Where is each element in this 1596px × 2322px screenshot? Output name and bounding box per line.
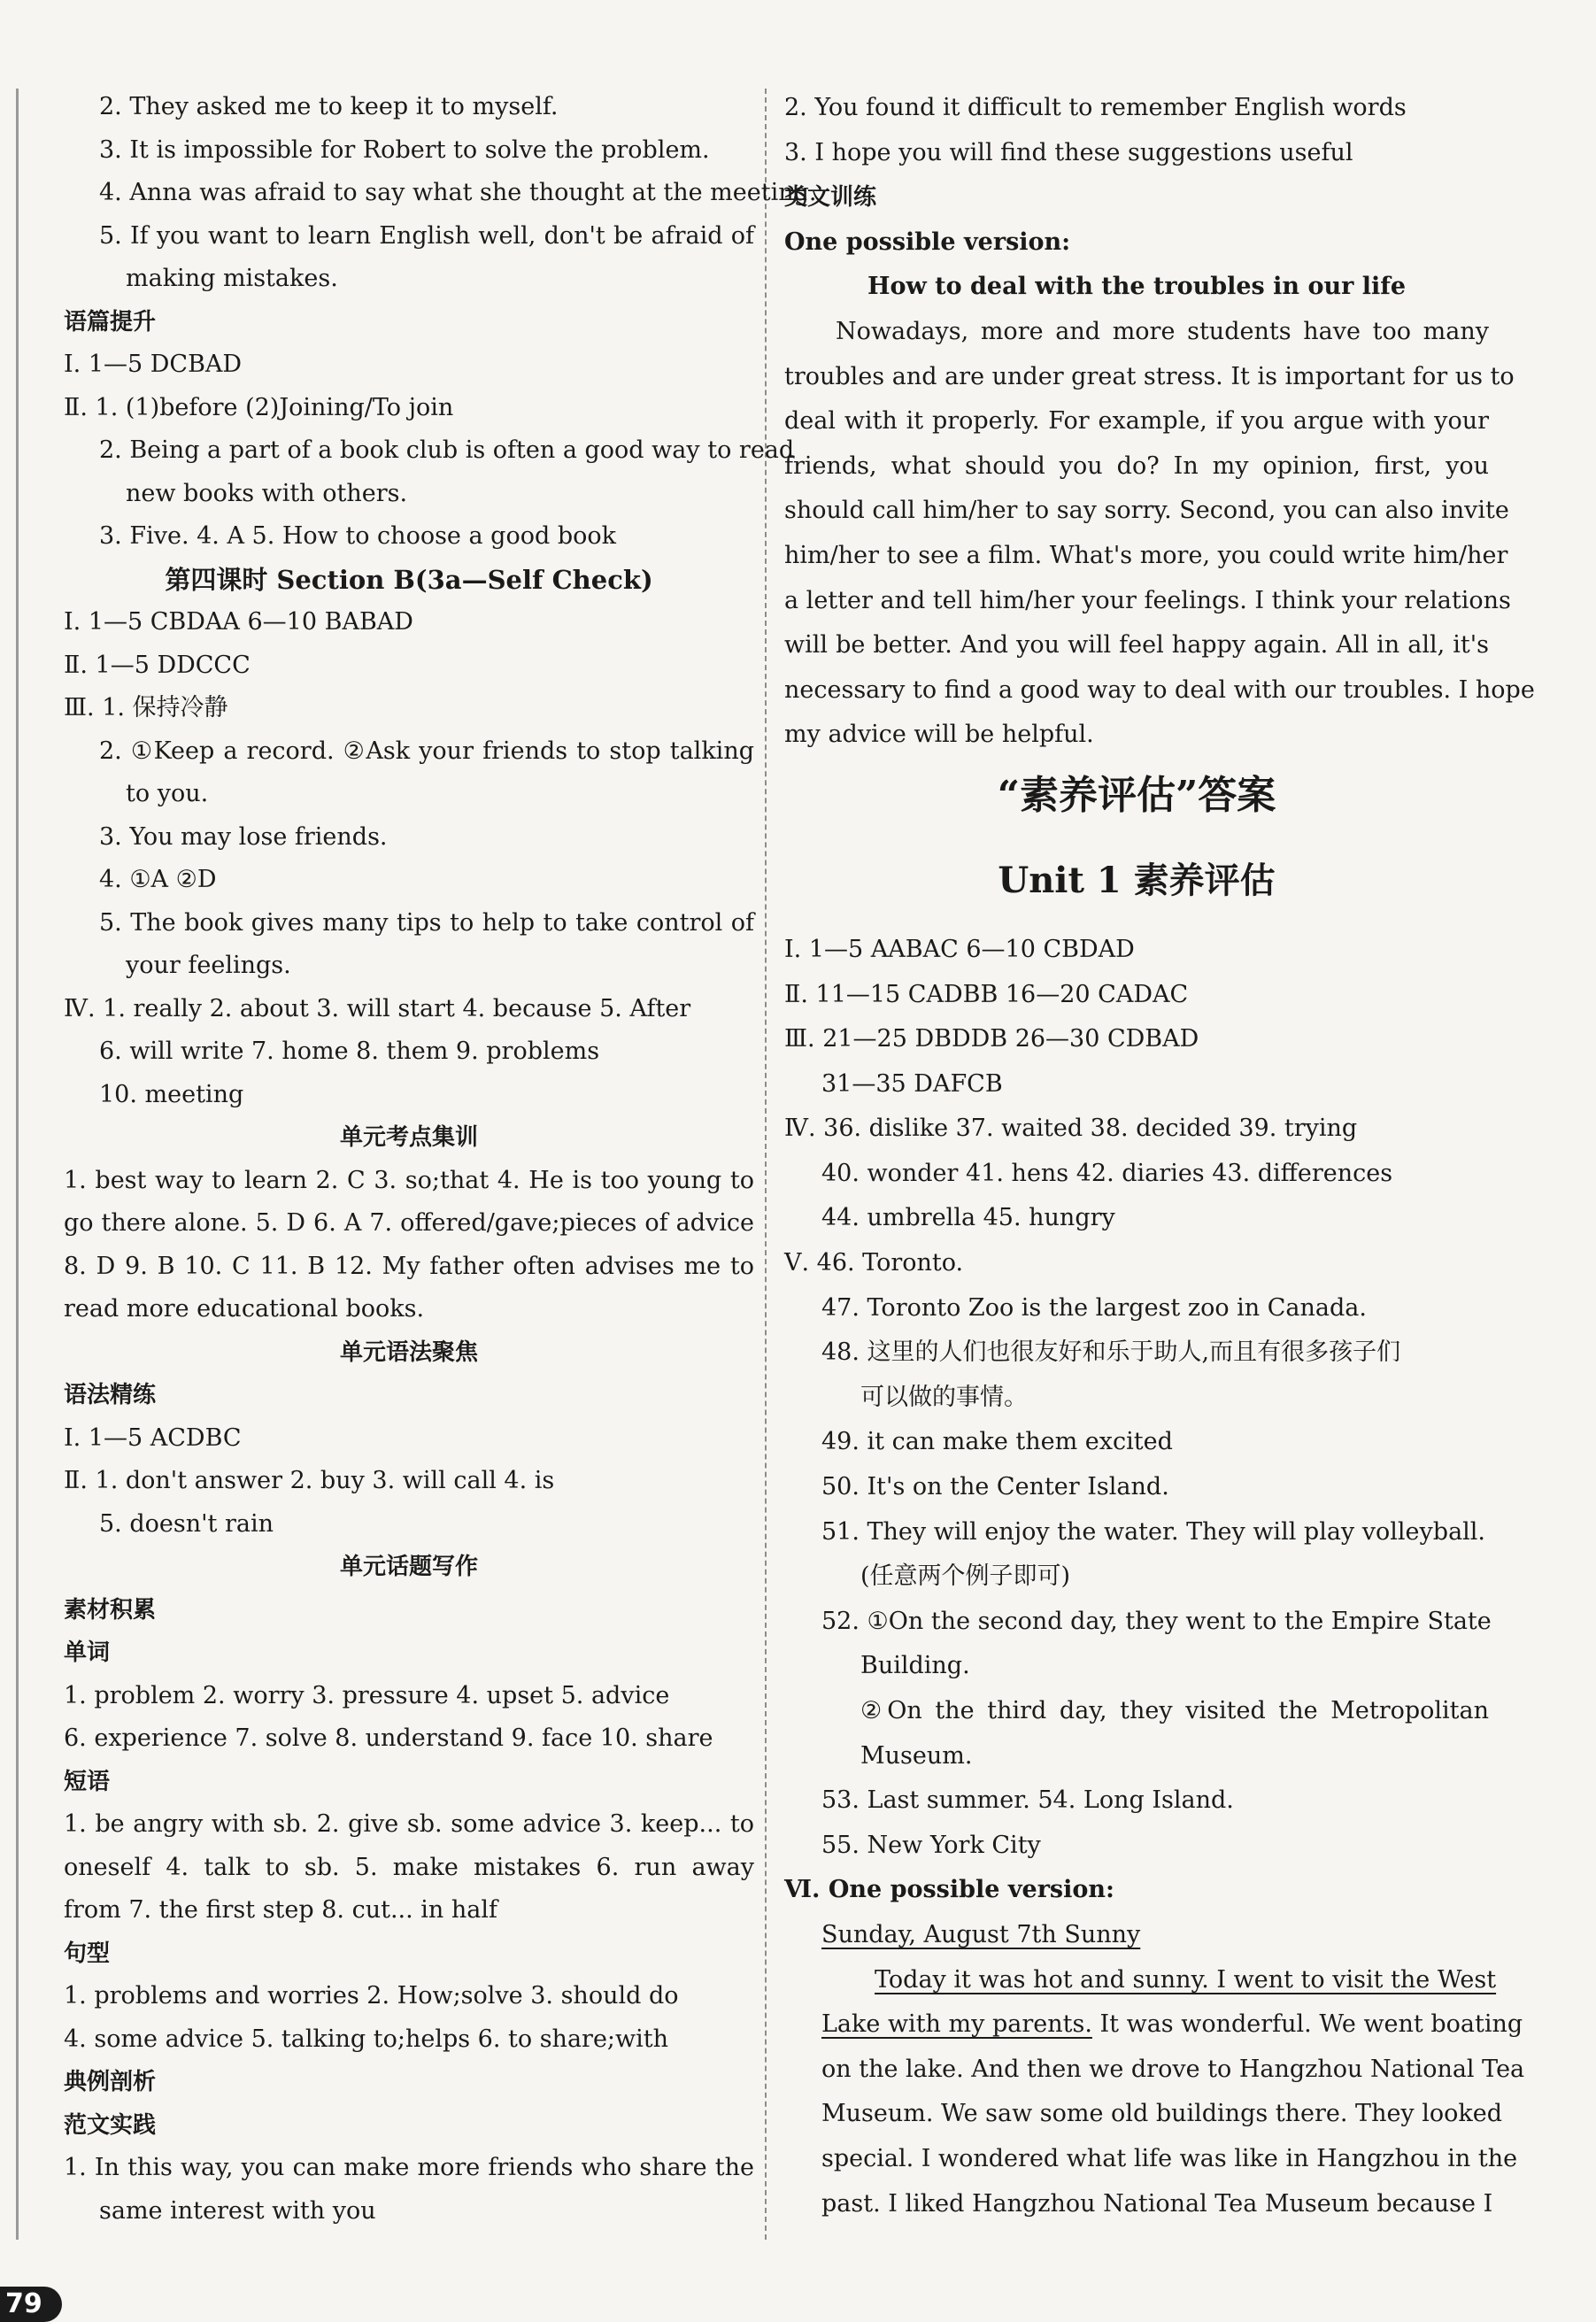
sub-heading: 范文实践 (64, 2111, 157, 2139)
answer-line: oneself 4. talk to sb. 5. make mistakes 6. run away (64, 1853, 754, 1881)
version-label: Ⅵ. One possible version: (784, 1876, 1114, 1904)
sub-heading: 典例剖析 (64, 2069, 157, 2095)
answer-line: 4. some advice 5. talking to;helps 6. to share;with (64, 2025, 669, 2053)
answer-line: 1. be angry with sb. 2. give sb. some advice 3. keep... to (64, 1810, 754, 1838)
essay-line: on the lake. And then we drove to Hangzhou National Tea (821, 2055, 1525, 2083)
answer-line: 1. problem 2. worry 3. pressure 4. upset 5. advice (64, 1681, 670, 1709)
answer-line: Ⅰ. 1—5 ACDBC (64, 1423, 242, 1452)
answer-line: 2. ①Keep a record. ②Ask your friends to stop talking (99, 737, 754, 765)
essay-line: him/her to see a film. What's more, you could write him/her (784, 541, 1508, 569)
answer-line: 40. wonder 41. hens 42. diaries 43. differences (821, 1159, 1393, 1187)
answer-line: 1. problems and worries 2. How;solve 3. should do (64, 1982, 679, 2010)
answer-line: Ⅳ. 1. really 2. about 3. will start 4. because 5. After (64, 994, 691, 1022)
unit-title: Unit 1 素养评估 (998, 859, 1276, 901)
answer-line: 4. Anna was afraid to say what she thought at the meeting. (99, 179, 817, 206)
page-edge-line (16, 89, 19, 2240)
answer-line: 3. Five. 4. A 5. How to choose a good book (99, 522, 616, 550)
essay-text: It was wonderful. We went boating (1091, 2010, 1523, 2039)
answer-line: Ⅱ. 11—15 CADBB 16—20 CADAC (784, 980, 1189, 1008)
answer-line: 1. best way to learn 2. C 3. so;that 4. He is too young to (64, 1166, 754, 1194)
answer-line: 8. D 9. B 10. C 11. B 12. My father often advises me to (64, 1252, 754, 1280)
diary-date-text: Sunday, August 7th Sunny (821, 1920, 1141, 1948)
essay-title: How to deal with the troubles in our life (867, 273, 1407, 301)
page-number: 79 (0, 2287, 62, 2322)
answer-line: 48. 这里的人们也很友好和乐于助人,而且有很多孩子们 (821, 1338, 1401, 1367)
answer-line: to you. (126, 780, 209, 807)
answer-line: 5. doesn't rain (99, 1509, 274, 1538)
diary-date (784, 1913, 1489, 1958)
answer-line: Ⅳ. 36. dislike 37. waited 38. decided 39. trying (784, 1115, 1358, 1143)
essay-line: past. I liked Hangzhou National Tea Museum because I (821, 2189, 1493, 2218)
answer-line: Ⅱ. 1. (1)before (2)Joining/To join (64, 393, 454, 421)
answer-line: 6. experience 7. solve 8. understand 9. face 10. share (64, 1724, 713, 1752)
answer-line: Ⅰ. 1—5 CBDAA 6—10 BABAD (64, 608, 413, 636)
essay-line: Nowadays, more and more students have too many (836, 317, 1489, 345)
answer-line: 5. If you want to learn English well, don't be afraid of (99, 221, 754, 250)
section-heading: 语篇提升 (64, 308, 157, 336)
answer-line: 52. ①On the second day, they went to the Empire State (821, 1607, 1492, 1635)
right-column (784, 86, 1535, 2226)
essay-line: troubles and are under great stress. It is important for us to (784, 362, 1515, 390)
essay-line: a letter and tell him/her your feelings. I think your relations (784, 586, 1511, 614)
answer-line: 2. Being a part of a book club is often a good way to read (99, 436, 795, 464)
essay-underlined: Today it was hot and sunny. I went to visit the West (875, 1965, 1497, 1994)
answer-line: Ⅴ. 46. Toronto. (784, 1249, 964, 1277)
essay-line: will be better. And you will feel happy again. All in all, it's (784, 631, 1489, 660)
section-heading: 单元语法聚焦 (339, 1338, 478, 1366)
answer-line: 3. You may lose friends. (99, 822, 388, 851)
essay-line: my advice will be helpful. (784, 721, 1094, 749)
answer-line: 51. They will enjoy the water. They will play volleyball. (821, 1517, 1486, 1546)
answer-line: Ⅱ. 1. don't answer 2. buy 3. will call 4. is (64, 1467, 555, 1494)
sub-heading: 语法精练 (64, 1382, 157, 1408)
answer-line: 44. umbrella 45. hungry (821, 1204, 1115, 1232)
version-label: One possible version: (784, 228, 1071, 256)
answer-line: 3. It is impossible for Robert to solve the problem. (99, 135, 710, 164)
essay-line: deal with it properly. For example, if you argue with your (784, 407, 1489, 436)
left-column (64, 86, 817, 2233)
answer-line: 47. Toronto Zoo is the largest zoo in Canada. (821, 1293, 1367, 1322)
essay-line: should call him/her to say sorry. Second, you can also invite (784, 497, 1509, 525)
sub-heading: 句型 (64, 1940, 111, 1967)
answer-line: from 7. the first step 8. cut... in half (64, 1896, 497, 1924)
answer-line: 5. The book gives many tips to help to take control of (99, 908, 754, 937)
answer-line: 49. it can make them excited (821, 1428, 1173, 1456)
answer-line: Building. (860, 1652, 970, 1680)
sub-heading: 单词 (64, 1639, 111, 1666)
answer-line: 3. I hope you will find these suggestions useful (784, 138, 1353, 166)
answer-line: same interest with you (99, 2196, 376, 2225)
lesson-title: 第四课时 Section B(3a—Self Check) (165, 564, 653, 595)
answer-line: 可以做的事情。 (860, 1383, 1028, 1411)
answer-line: 6. will write 7. home 8. them 9. problems (99, 1038, 600, 1065)
answer-line: Ⅲ. 1. 保持冷静 (64, 694, 228, 721)
answer-line: making mistakes. (126, 265, 338, 292)
essay-line (784, 1958, 1497, 2003)
answer-line: (任意两个例子即可) (860, 1562, 1071, 1591)
essay-line (784, 2002, 1523, 2048)
essay-line: Museum. We saw some old buildings there. They looked (821, 2100, 1503, 2128)
answer-line: go there alone. 5. D 6. A 7. offered/gave;pieces of advice (64, 1209, 754, 1237)
section-heading: 单元话题写作 (339, 1554, 478, 1580)
answer-line: 31—35 DAFCB (821, 1069, 1003, 1098)
answer-line: Ⅰ. 1—5 AABAC 6—10 CBDAD (784, 935, 1135, 963)
essay-line: special. I wondered what life was like in Hangzhou in the (821, 2144, 1518, 2172)
sub-heading: 类文训练 (784, 184, 877, 212)
answer-line: Ⅰ. 1—5 DCBAD (64, 351, 243, 378)
main-title: “素养评估”答案 (997, 772, 1276, 818)
column-divider (765, 89, 767, 2240)
essay-underlined: Lake with my parents. (821, 2010, 1092, 2039)
answer-line: new books with others. (126, 479, 408, 507)
answer-line: 2. You found it difficult to remember English words (784, 94, 1407, 121)
answer-line: 53. Last summer. 54. Long Island. (821, 1786, 1234, 1815)
section-heading: 单元考点集训 (339, 1124, 478, 1151)
answer-line: Ⅱ. 1—5 DDCCC (64, 651, 251, 679)
essay-line: friends, what should you do? In my opinion, first, you (784, 451, 1489, 480)
sub-heading: 短语 (64, 1768, 111, 1795)
answer-line: ②On the third day, they visited the Metropolitan (860, 1697, 1489, 1724)
answer-line: 4. ①A ②D (99, 866, 217, 893)
answer-line: 10. meeting (99, 1080, 244, 1108)
essay-line: necessary to find a good way to deal with our troubles. I hope (784, 675, 1535, 704)
answer-line: your feelings. (126, 952, 291, 979)
answer-line: 50. It's on the Center Island. (821, 1473, 1169, 1501)
sub-heading: 素材积累 (64, 1596, 157, 1624)
answer-line: read more educational books. (64, 1295, 425, 1323)
answer-line: 1. In this way, you can make more friends who share the (64, 2154, 754, 2181)
answer-line: 55. New York City (821, 1831, 1041, 1859)
answer-line: 2. They asked me to keep it to myself. (99, 93, 559, 120)
answer-line: Museum. (860, 1741, 973, 1770)
answer-line: Ⅲ. 21—25 DBDDB 26—30 CDBAD (784, 1025, 1199, 1053)
